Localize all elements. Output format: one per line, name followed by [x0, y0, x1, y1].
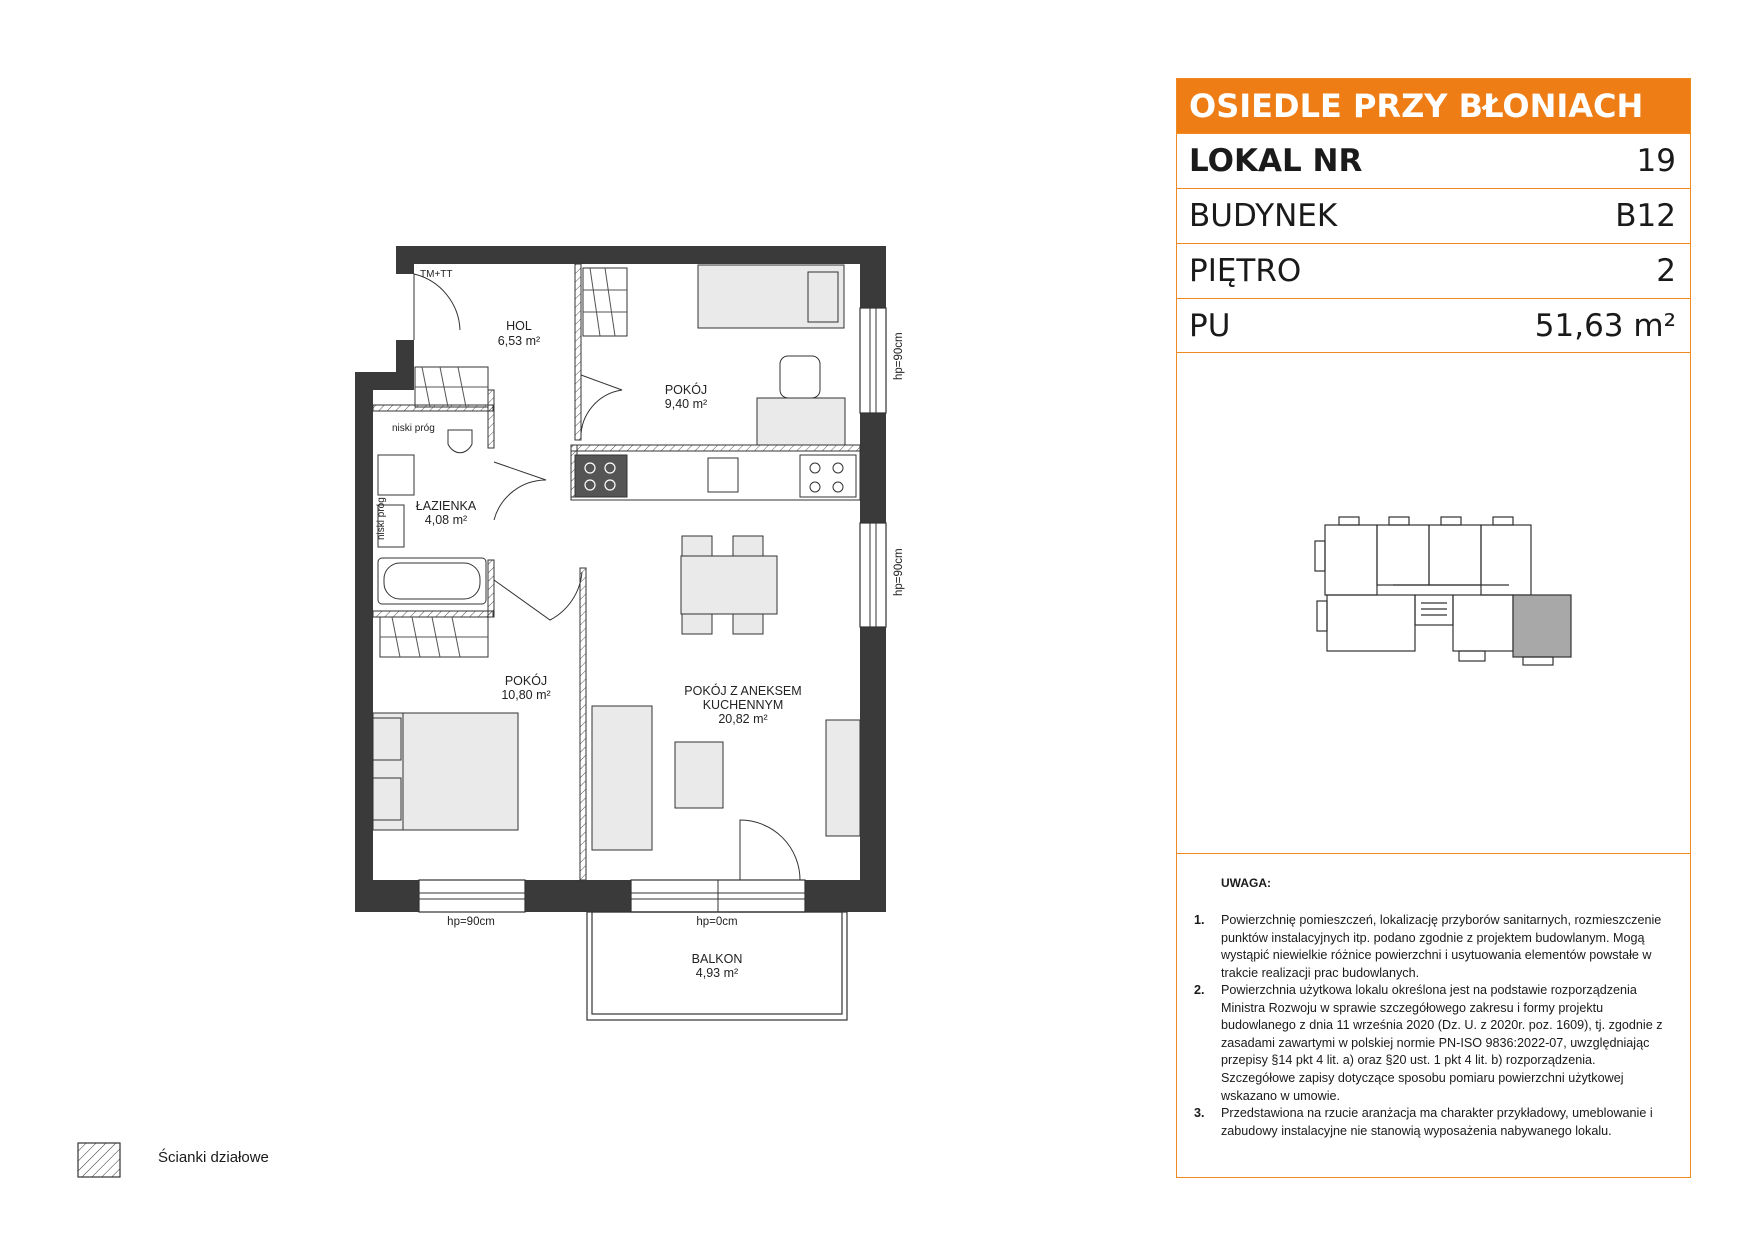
info-label: PU	[1189, 308, 1231, 344]
note-number: 2.	[1194, 983, 1205, 997]
info-label: PIĘTRO	[1189, 253, 1302, 289]
building-locator-map	[1309, 511, 1579, 671]
room-area: 10,80 m²	[501, 688, 551, 702]
window-height-label: hp=0cm	[696, 916, 738, 928]
note-item	[1194, 982, 1671, 1105]
info-row-unit	[1177, 133, 1690, 188]
room-area: 20,82 m²	[718, 712, 768, 726]
info-panel	[1176, 78, 1691, 1178]
notes-section	[1177, 853, 1690, 1178]
hatch-pattern-icon	[77, 1142, 121, 1178]
room-name: POKÓJ Z ANEKSEM	[684, 684, 802, 698]
note-text: Powierzchnia użytkowa lokalu określona jest na podstawie rozporządzenia Ministra Rozwoju w sprawie szczegółowego zakresu i formy projektu budowlanego z dnia 11 września 2020 (Dz. U. z 2020r. poz. 1609), tj. zgodnie z zasadami zawartymi w polskiej normie PN-ISO 9836:2022-07, uwzględniając przepisy §14 pkt 4 lit. a) oraz §20 ust. 1 pkt 4 lit. b) rozporządzenia. Szczegółowe zapisy dotyczące sposobu pomiaru powierzchni użytkowej wskazano w umowie.	[1221, 983, 1663, 1103]
room-area: 6,53 m²	[497, 334, 541, 348]
window-height-label: hp=90cm	[893, 332, 905, 380]
room-area: 4,08 m²	[424, 513, 468, 527]
info-value: 19	[1636, 143, 1676, 179]
room-area: 4,93 m²	[695, 966, 739, 980]
threshold-label: niski próg	[376, 497, 387, 540]
threshold-label: niski próg	[392, 423, 435, 434]
window-height-label: hp=90cm	[893, 548, 905, 596]
info-value: 2	[1656, 253, 1676, 289]
tm-tt-label: TM+TT	[420, 269, 453, 280]
window-height-label: hp=90cm	[447, 916, 495, 928]
info-label: BUDYNEK	[1189, 198, 1338, 234]
room-name: POKÓJ	[504, 674, 548, 688]
note-text: Powierzchnię pomieszczeń, lokalizację przyborów sanitarnych, rozmieszczenie punktów instalacyjnych itp. podano zgodnie z projektem budowlanym. Mogą wystąpić niewielkie różnice powierzchni i usytuowania elementów powstałe w trakcie realizacji prac budowlanych.	[1221, 913, 1662, 980]
note-item	[1194, 1105, 1671, 1140]
info-label: LOKAL NR	[1189, 143, 1363, 179]
note-number: 3.	[1194, 1106, 1205, 1120]
note-number: 1.	[1194, 913, 1205, 927]
info-row-area	[1177, 298, 1690, 353]
info-row-floor	[1177, 243, 1690, 298]
legend-label: Ścianki działowe	[158, 1149, 269, 1166]
note-item	[1194, 912, 1671, 982]
room-name: POKÓJ	[664, 383, 708, 397]
room-name: ŁAZIENKA	[415, 499, 477, 513]
estate-title: OSIEDLE PRZY BŁONIACH	[1177, 79, 1690, 133]
room-area: 9,40 m²	[664, 397, 708, 411]
room-name: HOL	[506, 319, 532, 333]
note-text: Przedstawiona na rzucie aranżacja ma charakter przykładowy, umeblowanie i zabudowy instalacyjne nie stanowią wyposażenia nabywanego lokalu.	[1221, 1106, 1653, 1138]
notes-title: UWAGA:	[1221, 876, 1271, 890]
info-value: 51,63 m²	[1534, 308, 1676, 344]
info-row-building	[1177, 188, 1690, 243]
room-name: BALKON	[691, 952, 743, 966]
info-value: B12	[1615, 198, 1676, 234]
room-name-line2: KUCHENNYM	[702, 698, 784, 712]
